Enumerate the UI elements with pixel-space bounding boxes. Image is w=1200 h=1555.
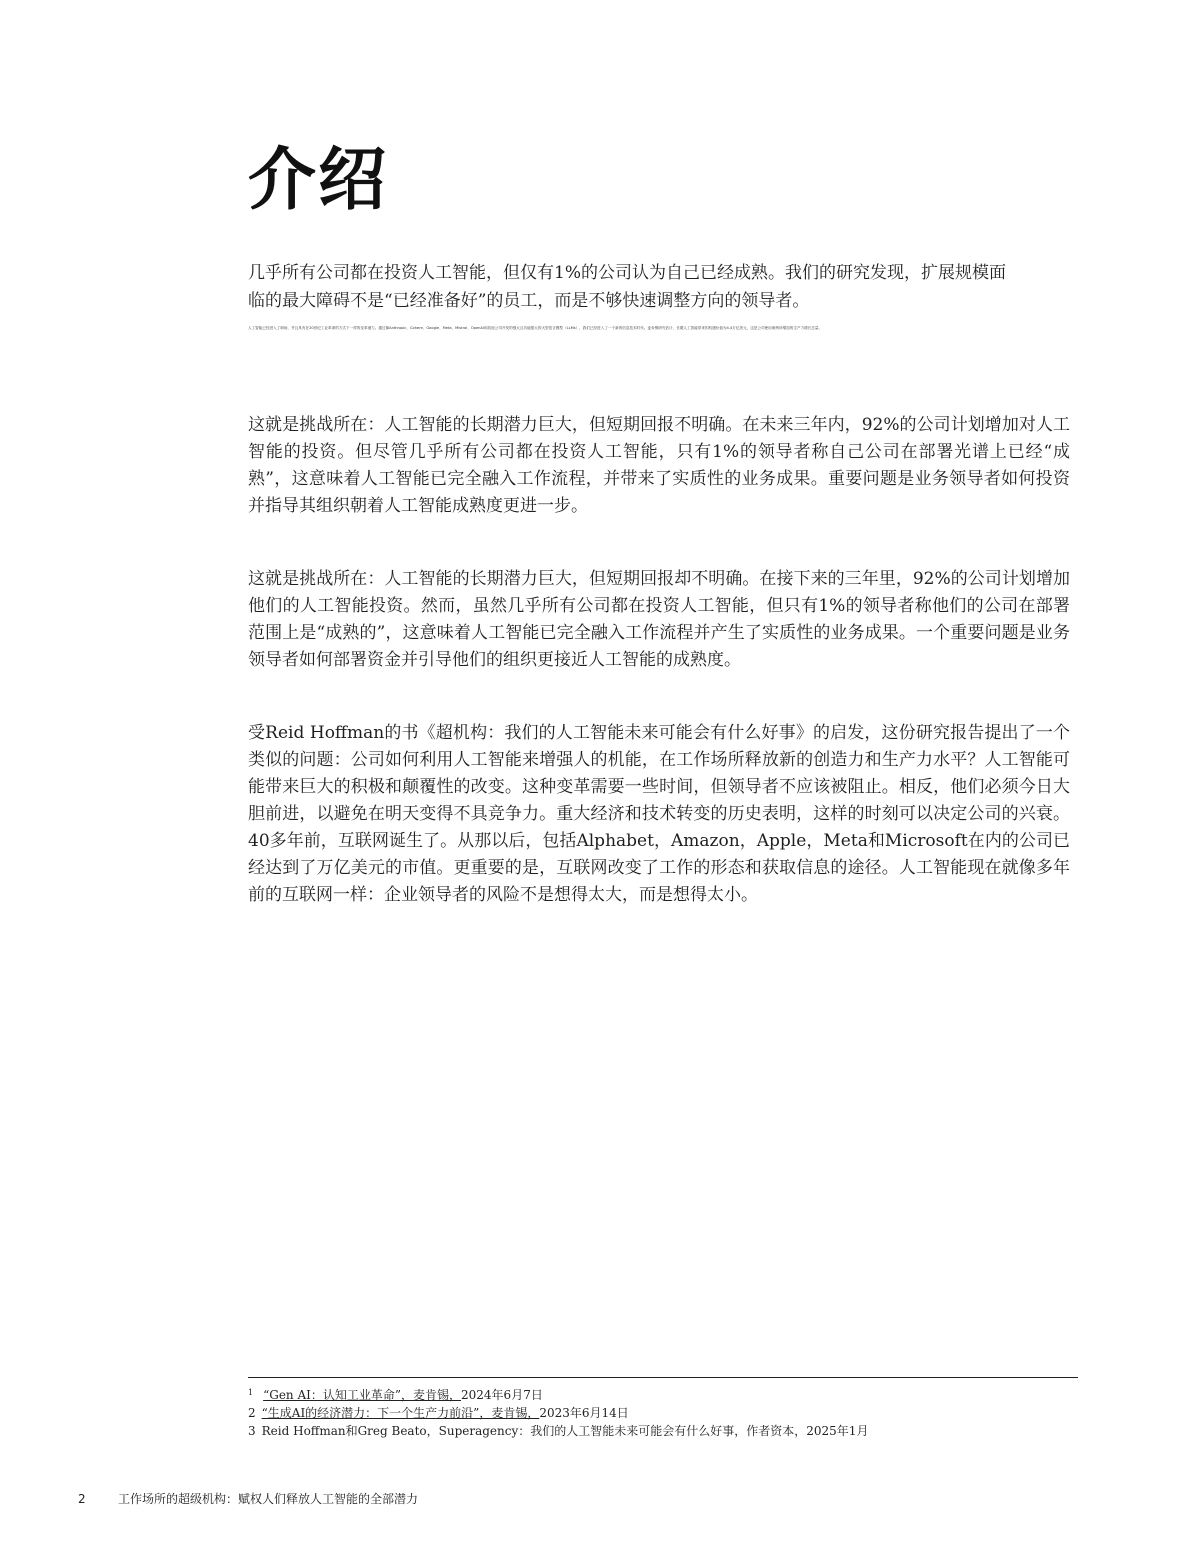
footnote-item bbox=[248, 1404, 1078, 1422]
footnotes bbox=[248, 1384, 1078, 1440]
fine-print-note: 人工智能已经进入了职场，并且具有在20世纪工业革命的方式下一样的变革潜力。通过像Anthropic、Cohere、Google、Meta、Mistral、OpenAI和其他公司开发的强大且功能强大的大型语言模型（LLMs），我们已经进入了一个新的信息技术时代。麦肯锡研究估计，长期人工智能带来的机遇价值为4.4万亿美元，这是公司使用案例所增加的生产力增长总量。 bbox=[248, 326, 823, 330]
page-footer bbox=[78, 1490, 418, 1508]
document-title: 工作场所的超级机构：赋权人们释放人工智能的全部潜力 bbox=[118, 1492, 419, 1506]
page-number: 2 bbox=[78, 1492, 86, 1506]
page-title: 介绍 bbox=[248, 141, 389, 220]
footnote-divider bbox=[248, 1377, 1078, 1378]
footnote-date: 2024年6月7日 bbox=[461, 1388, 543, 1402]
body-paragraph: 受Reid Hoffman的书《超机构：我们的人工智能未来可能会有什么好事》的启发，这份研究报告提出了一个类似的问题：公司如何利用人工智能来增强人的机能，在工作场所释放新的创造力和生产力水平？人工智能可能带来巨大的积极和颠覆性的改变。这种变革需要一些时间，但领导者不应该被阻止。相反，他们必须今日大胆前进，以避免在明天变得不具竞争力。重大经济和技术转变的历史表明，这样的时刻可以决定公司的兴衰。40多年前，互联网诞生了。从那以后，包括Alphabet，Amazon，Apple，Meta和Microsoft在内的公司已经达到了万亿美元的市值。更重要的是，互联网改变了工作的形态和获取信息的途径。人工智能现在就像多年前的互联网一样：企业领导者的风险不是想得太大，而是想得太小。 bbox=[248, 723, 1070, 905]
footnote-number: 2 bbox=[248, 1406, 256, 1420]
footnote-item bbox=[248, 1384, 1078, 1404]
footnote-link[interactable]: “Gen AI：认知工业革命”，麦肯锡， bbox=[263, 1388, 462, 1402]
footnote-number: 3 bbox=[248, 1424, 256, 1438]
body-paragraph: 这就是挑战所在：人工智能的长期潜力巨大，但短期回报却不明确。在接下来的三年里，92%的公司计划增加他们的人工智能投资。然而，虽然几乎所有公司都在投资人工智能，但只有1%的领导者称他们的公司在部署范围上是“成熟的”，这意味着人工智能已完全融入工作流程并产生了实质性的业务成果。一个重要问题是业务领导者如何部署资金并引导他们的组织更接近人工智能的成熟度。 bbox=[248, 569, 1070, 670]
body-paragraph: 这就是挑战所在：人工智能的长期潜力巨大，但短期回报不明确。在未来三年内，92%的公司计划增加对人工智能的投资。但尽管几乎所有公司都在投资人工智能，只有1%的领导者称自己公司在部署光谱上已经“成熟”，这意味着人工智能已完全融入工作流程，并带来了实质性的业务成果。重要问题是业务领导者如何投资并指导其组织朝着人工智能成熟度更进一步。 bbox=[248, 415, 1070, 516]
footnote-date: 2023年6月14日 bbox=[539, 1406, 629, 1420]
footnote-number: 1 bbox=[248, 1388, 254, 1397]
footnote-link[interactable]: “生成AI的经济潜力：下一个生产力前沿”，麦肯锡， bbox=[261, 1406, 540, 1420]
footnote-text: Reid Hoffman和Greg Beato，Superagency：我们的人工智能未来可能会有什么好事，作者资本，2025年1月 bbox=[261, 1424, 869, 1438]
footnote-item bbox=[248, 1422, 1078, 1440]
intro-summary: 几乎所有公司都在投资人工智能，但仅有1%的公司认为自己已经成熟。我们的研究发现，扩展规模面临的最大障碍不是“已经准备好”的员工，而是不够快速调整方向的领导者。 bbox=[248, 263, 1006, 311]
